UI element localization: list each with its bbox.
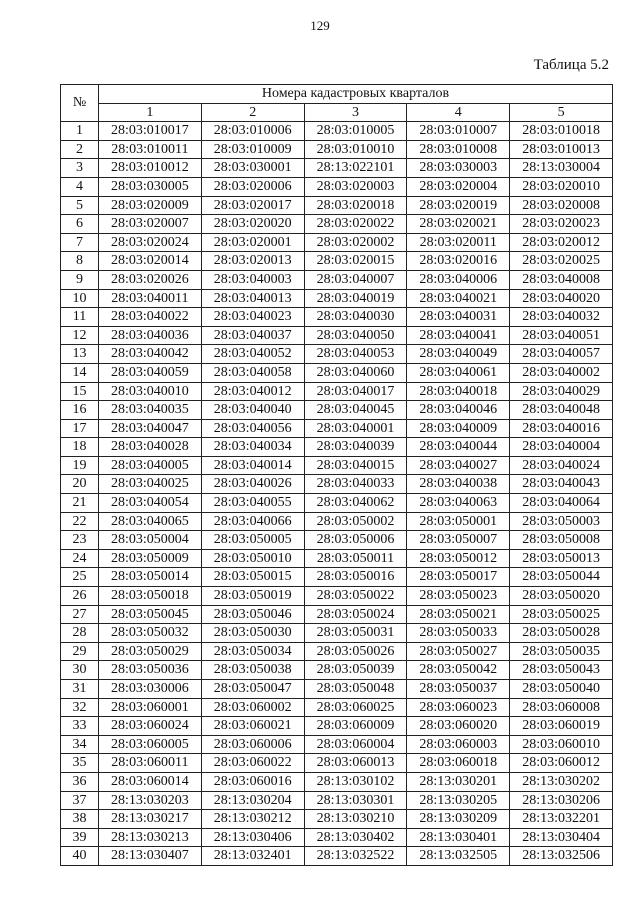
cadastral-number-cell: 28:13:030407 [99, 847, 202, 866]
cadastral-number-cell: 28:13:030210 [304, 810, 407, 829]
cadastral-number-cell: 28:03:040055 [201, 494, 304, 513]
cadastral-number-cell: 28:03:040039 [304, 438, 407, 457]
table-row [61, 401, 613, 420]
cadastral-number-cell: 28:03:050042 [407, 661, 510, 680]
cadastral-number-cell: 28:03:040014 [201, 456, 304, 475]
cadastral-number-cell: 28:03:060011 [99, 754, 202, 773]
cadastral-number-cell: 28:03:030005 [99, 177, 202, 196]
cadastral-number-cell: 28:03:050040 [510, 680, 613, 699]
cadastral-number-cell: 28:03:040042 [99, 345, 202, 364]
column-header: 1 [99, 103, 202, 122]
cadastral-number-cell: 28:03:060006 [201, 735, 304, 754]
table-row [61, 345, 613, 364]
cadastral-number-cell: 28:03:050032 [99, 624, 202, 643]
row-number-cell: 6 [61, 215, 99, 234]
cadastral-number-cell: 28:03:050015 [201, 568, 304, 587]
column-header: 5 [510, 103, 613, 122]
cadastral-number-cell: 28:13:030402 [304, 828, 407, 847]
row-number-cell: 12 [61, 326, 99, 345]
cadastral-number-cell: 28:13:030102 [304, 772, 407, 791]
cadastral-number-cell: 28:03:040011 [99, 289, 202, 308]
cadastral-number-cell: 28:03:050027 [407, 642, 510, 661]
cadastral-number-cell: 28:03:040058 [201, 363, 304, 382]
row-number-cell: 8 [61, 252, 99, 271]
cadastral-number-cell: 28:03:040008 [510, 270, 613, 289]
cadastral-number-cell: 28:03:030001 [201, 159, 304, 178]
cadastral-number-cell: 28:03:040007 [304, 270, 407, 289]
cadastral-number-cell: 28:03:050001 [407, 512, 510, 531]
cadastral-number-cell: 28:03:040050 [304, 326, 407, 345]
table-row [61, 419, 613, 438]
cadastral-number-cell: 28:03:050037 [407, 680, 510, 699]
row-number-cell: 31 [61, 680, 99, 699]
cadastral-number-cell: 28:03:040020 [510, 289, 613, 308]
cadastral-number-cell: 28:03:010012 [99, 159, 202, 178]
cadastral-number-cell: 28:03:020017 [201, 196, 304, 215]
cadastral-number-cell: 28:03:050026 [304, 642, 407, 661]
cadastral-number-cell: 28:13:030206 [510, 791, 613, 810]
cadastral-number-cell: 28:03:060025 [304, 698, 407, 717]
cadastral-number-cell: 28:03:040029 [510, 382, 613, 401]
cadastral-number-cell: 28:03:040009 [407, 419, 510, 438]
cadastral-number-cell: 28:03:010011 [99, 140, 202, 159]
cadastral-number-cell: 28:03:050008 [510, 531, 613, 550]
cadastral-number-cell: 28:03:010017 [99, 122, 202, 141]
cadastral-number-cell: 28:03:050033 [407, 624, 510, 643]
cadastral-number-cell: 28:03:040025 [99, 475, 202, 494]
cadastral-number-cell: 28:03:060021 [201, 717, 304, 736]
cadastral-number-cell: 28:03:020011 [407, 233, 510, 252]
table-row [61, 512, 613, 531]
table-row [61, 326, 613, 345]
cadastral-number-cell: 28:13:030201 [407, 772, 510, 791]
cadastral-number-cell: 28:03:060008 [510, 698, 613, 717]
cadastral-number-cell: 28:03:010013 [510, 140, 613, 159]
cadastral-number-cell: 28:03:040060 [304, 363, 407, 382]
row-number-cell: 39 [61, 828, 99, 847]
cadastral-number-cell: 28:03:030006 [99, 680, 202, 699]
cadastral-number-cell: 28:03:040052 [201, 345, 304, 364]
cadastral-number-cell: 28:03:040001 [304, 419, 407, 438]
table-row [61, 159, 613, 178]
column-header: 2 [201, 103, 304, 122]
cadastral-number-cell: 28:03:060022 [201, 754, 304, 773]
table-row [61, 252, 613, 271]
row-number-cell: 27 [61, 605, 99, 624]
cadastral-number-cell: 28:03:040053 [304, 345, 407, 364]
cadastral-number-cell: 28:03:040046 [407, 401, 510, 420]
cadastral-number-cell: 28:13:030202 [510, 772, 613, 791]
cadastral-number-cell: 28:03:040047 [99, 419, 202, 438]
cadastral-number-cell: 28:03:050022 [304, 587, 407, 606]
cadastral-number-cell: 28:03:060009 [304, 717, 407, 736]
cadastral-number-cell: 28:03:040033 [304, 475, 407, 494]
cadastral-number-cell: 28:03:020007 [99, 215, 202, 234]
table-row [61, 363, 613, 382]
cadastral-number-cell: 28:03:010009 [201, 140, 304, 159]
cadastral-number-cell: 28:03:050035 [510, 642, 613, 661]
cadastral-number-cell: 28:03:040057 [510, 345, 613, 364]
column-header-row [61, 103, 613, 122]
cadastral-number-cell: 28:03:020023 [510, 215, 613, 234]
row-number-cell: 3 [61, 159, 99, 178]
cadastral-number-cell: 28:03:030003 [407, 159, 510, 178]
table-row [61, 587, 613, 606]
cadastral-number-cell: 28:03:040035 [99, 401, 202, 420]
cadastral-number-cell: 28:03:020014 [99, 252, 202, 271]
cadastral-number-cell: 28:03:040051 [510, 326, 613, 345]
number-column-header: № [61, 85, 99, 122]
cadastral-number-cell: 28:03:040016 [510, 419, 613, 438]
group-header: Номера кадастровых кварталов [99, 85, 613, 104]
cadastral-number-cell: 28:13:030004 [510, 159, 613, 178]
cadastral-number-cell: 28:03:040036 [99, 326, 202, 345]
table-row [61, 828, 613, 847]
cadastral-number-cell: 28:03:040028 [99, 438, 202, 457]
cadastral-number-cell: 28:03:020012 [510, 233, 613, 252]
cadastral-number-cell: 28:03:040062 [304, 494, 407, 513]
cadastral-number-cell: 28:03:060016 [201, 772, 304, 791]
row-number-cell: 5 [61, 196, 99, 215]
cadastral-table [60, 84, 613, 866]
cadastral-number-cell: 28:03:050045 [99, 605, 202, 624]
table-row [61, 382, 613, 401]
table-row [61, 661, 613, 680]
row-number-cell: 24 [61, 549, 99, 568]
cadastral-number-cell: 28:03:040066 [201, 512, 304, 531]
cadastral-number-cell: 28:03:040065 [99, 512, 202, 531]
cadastral-number-cell: 28:03:020021 [407, 215, 510, 234]
cadastral-number-cell: 28:03:040063 [407, 494, 510, 513]
row-number-cell: 15 [61, 382, 99, 401]
cadastral-number-cell: 28:03:040010 [99, 382, 202, 401]
cadastral-number-cell: 28:03:050043 [510, 661, 613, 680]
cadastral-number-cell: 28:03:010006 [201, 122, 304, 141]
row-number-cell: 37 [61, 791, 99, 810]
cadastral-number-cell: 28:03:010008 [407, 140, 510, 159]
cadastral-number-cell: 28:03:050021 [407, 605, 510, 624]
row-number-cell: 7 [61, 233, 99, 252]
cadastral-number-cell: 28:03:040002 [510, 363, 613, 382]
cadastral-number-cell: 28:03:050044 [510, 568, 613, 587]
cadastral-number-cell: 28:03:020019 [407, 196, 510, 215]
cadastral-number-cell: 28:13:030213 [99, 828, 202, 847]
cadastral-number-cell: 28:03:050014 [99, 568, 202, 587]
cadastral-number-cell: 28:03:040022 [99, 308, 202, 327]
cadastral-number-cell: 28:03:020015 [304, 252, 407, 271]
cadastral-number-cell: 28:03:040038 [407, 475, 510, 494]
cadastral-number-cell: 28:03:050036 [99, 661, 202, 680]
cadastral-number-cell: 28:03:050025 [510, 605, 613, 624]
cadastral-number-cell: 28:03:050012 [407, 549, 510, 568]
row-number-cell: 29 [61, 642, 99, 661]
table-row [61, 680, 613, 699]
row-number-cell: 10 [61, 289, 99, 308]
cadastral-number-cell: 28:03:040003 [201, 270, 304, 289]
cadastral-number-cell: 28:13:030209 [407, 810, 510, 829]
cadastral-number-cell: 28:03:040012 [201, 382, 304, 401]
cadastral-number-cell: 28:03:050039 [304, 661, 407, 680]
cadastral-number-cell: 28:03:060004 [304, 735, 407, 754]
cadastral-number-cell: 28:13:030406 [201, 828, 304, 847]
cadastral-number-cell: 28:13:032522 [304, 847, 407, 866]
cadastral-number-cell: 28:03:060005 [99, 735, 202, 754]
cadastral-number-cell: 28:13:032505 [407, 847, 510, 866]
cadastral-number-cell: 28:03:020013 [201, 252, 304, 271]
cadastral-number-cell: 28:03:060013 [304, 754, 407, 773]
row-number-cell: 32 [61, 698, 99, 717]
row-number-cell: 34 [61, 735, 99, 754]
cadastral-number-cell: 28:03:040013 [201, 289, 304, 308]
cadastral-number-cell: 28:03:050018 [99, 587, 202, 606]
cadastral-number-cell: 28:13:030204 [201, 791, 304, 810]
cadastral-number-cell: 28:03:040004 [510, 438, 613, 457]
row-number-cell: 2 [61, 140, 99, 159]
cadastral-number-cell: 28:03:060001 [99, 698, 202, 717]
cadastral-number-cell: 28:03:050020 [510, 587, 613, 606]
row-number-cell: 17 [61, 419, 99, 438]
cadastral-number-cell: 28:03:050029 [99, 642, 202, 661]
cadastral-number-cell: 28:03:050048 [304, 680, 407, 699]
cadastral-number-cell: 28:03:050011 [304, 549, 407, 568]
table-row [61, 196, 613, 215]
cadastral-number-cell: 28:03:050046 [201, 605, 304, 624]
cadastral-number-cell: 28:13:030212 [201, 810, 304, 829]
cadastral-number-cell: 28:13:030401 [407, 828, 510, 847]
cadastral-number-cell: 28:03:010010 [304, 140, 407, 159]
cadastral-number-cell: 28:03:040006 [407, 270, 510, 289]
cadastral-number-cell: 28:03:050028 [510, 624, 613, 643]
cadastral-number-cell: 28:13:030301 [304, 791, 407, 810]
cadastral-number-cell: 28:03:050024 [304, 605, 407, 624]
cadastral-number-cell: 28:03:040005 [99, 456, 202, 475]
cadastral-number-cell: 28:03:040032 [510, 308, 613, 327]
cadastral-number-cell: 28:03:040019 [304, 289, 407, 308]
cadastral-number-cell: 28:03:050031 [304, 624, 407, 643]
row-number-cell: 13 [61, 345, 99, 364]
cadastral-number-cell: 28:03:050034 [201, 642, 304, 661]
cadastral-number-cell: 28:03:040045 [304, 401, 407, 420]
cadastral-number-cell: 28:03:020001 [201, 233, 304, 252]
row-number-cell: 25 [61, 568, 99, 587]
cadastral-number-cell: 28:13:030205 [407, 791, 510, 810]
table-row [61, 233, 613, 252]
cadastral-number-cell: 28:03:020022 [304, 215, 407, 234]
cadastral-number-cell: 28:13:030404 [510, 828, 613, 847]
row-number-cell: 4 [61, 177, 99, 196]
cadastral-number-cell: 28:03:050023 [407, 587, 510, 606]
page-number: 129 [310, 18, 330, 33]
table-row [61, 215, 613, 234]
cadastral-number-cell: 28:03:060014 [99, 772, 202, 791]
cadastral-number-cell: 28:03:010005 [304, 122, 407, 141]
cadastral-number-cell: 28:03:060012 [510, 754, 613, 773]
table-header [61, 85, 613, 122]
table-row [61, 494, 613, 513]
row-number-cell: 36 [61, 772, 99, 791]
row-number-cell: 40 [61, 847, 99, 866]
row-number-cell: 38 [61, 810, 99, 829]
table-row [61, 531, 613, 550]
row-number-cell: 19 [61, 456, 99, 475]
row-number-cell: 9 [61, 270, 99, 289]
table-row [61, 289, 613, 308]
cadastral-number-cell: 28:03:050002 [304, 512, 407, 531]
cadastral-number-cell: 28:03:040030 [304, 308, 407, 327]
table-row [61, 549, 613, 568]
cadastral-number-cell: 28:03:020006 [201, 177, 304, 196]
column-header: 3 [304, 103, 407, 122]
cadastral-number-cell: 28:03:050007 [407, 531, 510, 550]
table-body [61, 122, 613, 866]
cadastral-number-cell: 28:03:040061 [407, 363, 510, 382]
cadastral-number-cell: 28:03:020020 [201, 215, 304, 234]
cadastral-number-cell: 28:03:050017 [407, 568, 510, 587]
cadastral-number-cell: 28:03:040044 [407, 438, 510, 457]
row-number-cell: 30 [61, 661, 99, 680]
column-header: 4 [407, 103, 510, 122]
row-number-cell: 22 [61, 512, 99, 531]
cadastral-number-cell: 28:13:032201 [510, 810, 613, 829]
table-row [61, 456, 613, 475]
cadastral-number-cell: 28:03:060002 [201, 698, 304, 717]
cadastral-number-cell: 28:03:060024 [99, 717, 202, 736]
cadastral-number-cell: 28:13:030217 [99, 810, 202, 829]
cadastral-number-cell: 28:03:020018 [304, 196, 407, 215]
cadastral-number-cell: 28:03:040015 [304, 456, 407, 475]
cadastral-number-cell: 28:03:040037 [201, 326, 304, 345]
row-number-cell: 26 [61, 587, 99, 606]
cadastral-number-cell: 28:03:020009 [99, 196, 202, 215]
table-row [61, 735, 613, 754]
row-number-cell: 14 [61, 363, 99, 382]
table-row [61, 438, 613, 457]
cadastral-number-cell: 28:03:050010 [201, 549, 304, 568]
table-row [61, 122, 613, 141]
cadastral-number-cell: 28:03:060019 [510, 717, 613, 736]
table-row [61, 810, 613, 829]
cadastral-number-cell: 28:03:040041 [407, 326, 510, 345]
cadastral-number-cell: 28:03:050009 [99, 549, 202, 568]
table-row [61, 791, 613, 810]
cadastral-number-cell: 28:03:040026 [201, 475, 304, 494]
table-row [61, 140, 613, 159]
cadastral-number-cell: 28:03:050016 [304, 568, 407, 587]
cadastral-number-cell: 28:03:010018 [510, 122, 613, 141]
table-row [61, 642, 613, 661]
table-row [61, 717, 613, 736]
cadastral-number-cell: 28:03:020008 [510, 196, 613, 215]
cadastral-number-cell: 28:03:040031 [407, 308, 510, 327]
table-row [61, 624, 613, 643]
cadastral-number-cell: 28:03:060003 [407, 735, 510, 754]
row-number-cell: 23 [61, 531, 99, 550]
cadastral-number-cell: 28:03:050004 [99, 531, 202, 550]
cadastral-number-cell: 28:13:022101 [304, 159, 407, 178]
cadastral-number-cell: 28:03:040049 [407, 345, 510, 364]
table-row [61, 177, 613, 196]
row-number-cell: 11 [61, 308, 99, 327]
cadastral-number-cell: 28:03:020016 [407, 252, 510, 271]
cadastral-number-cell: 28:03:060010 [510, 735, 613, 754]
table-row [61, 475, 613, 494]
cadastral-number-cell: 28:03:040018 [407, 382, 510, 401]
cadastral-number-cell: 28:03:050005 [201, 531, 304, 550]
cadastral-number-cell: 28:03:050019 [201, 587, 304, 606]
cadastral-number-cell: 28:13:030203 [99, 791, 202, 810]
cadastral-number-cell: 28:03:040043 [510, 475, 613, 494]
cadastral-number-cell: 28:03:010007 [407, 122, 510, 141]
row-number-cell: 20 [61, 475, 99, 494]
cadastral-number-cell: 28:03:050038 [201, 661, 304, 680]
cadastral-number-cell: 28:03:020004 [407, 177, 510, 196]
row-number-cell: 1 [61, 122, 99, 141]
cadastral-number-cell: 28:03:020024 [99, 233, 202, 252]
cadastral-number-cell: 28:03:050003 [510, 512, 613, 531]
cadastral-number-cell: 28:03:050030 [201, 624, 304, 643]
row-number-cell: 21 [61, 494, 99, 513]
cadastral-number-cell: 28:03:020003 [304, 177, 407, 196]
table-row [61, 605, 613, 624]
cadastral-number-cell: 28:03:040023 [201, 308, 304, 327]
table-label: Таблица 5.2 [533, 57, 609, 73]
table-row [61, 270, 613, 289]
cadastral-number-cell: 28:03:040064 [510, 494, 613, 513]
row-number-cell: 16 [61, 401, 99, 420]
cadastral-number-cell: 28:03:050013 [510, 549, 613, 568]
table-row [61, 772, 613, 791]
row-number-cell: 28 [61, 624, 99, 643]
cadastral-number-cell: 28:13:032506 [510, 847, 613, 866]
cadastral-number-cell: 28:03:060023 [407, 698, 510, 717]
table-row [61, 847, 613, 866]
cadastral-number-cell: 28:03:040027 [407, 456, 510, 475]
cadastral-number-cell: 28:03:020010 [510, 177, 613, 196]
table-row [61, 568, 613, 587]
cadastral-number-cell: 28:03:050047 [201, 680, 304, 699]
cadastral-number-cell: 28:03:040024 [510, 456, 613, 475]
cadastral-number-cell: 28:03:040017 [304, 382, 407, 401]
cadastral-number-cell: 28:03:040056 [201, 419, 304, 438]
cadastral-number-cell: 28:03:020025 [510, 252, 613, 271]
cadastral-number-cell: 28:03:040021 [407, 289, 510, 308]
cadastral-number-cell: 28:03:040054 [99, 494, 202, 513]
cadastral-number-cell: 28:03:040034 [201, 438, 304, 457]
table-row [61, 754, 613, 773]
row-number-cell: 33 [61, 717, 99, 736]
cadastral-number-cell: 28:03:060018 [407, 754, 510, 773]
cadastral-number-cell: 28:13:032401 [201, 847, 304, 866]
cadastral-number-cell: 28:03:040048 [510, 401, 613, 420]
table-row [61, 308, 613, 327]
cadastral-number-cell: 28:03:040040 [201, 401, 304, 420]
row-number-cell: 35 [61, 754, 99, 773]
row-number-cell: 18 [61, 438, 99, 457]
table-row [61, 698, 613, 717]
cadastral-number-cell: 28:03:050006 [304, 531, 407, 550]
cadastral-number-cell: 28:03:020002 [304, 233, 407, 252]
cadastral-number-cell: 28:03:060020 [407, 717, 510, 736]
cadastral-number-cell: 28:03:020026 [99, 270, 202, 289]
cadastral-number-cell: 28:03:040059 [99, 363, 202, 382]
